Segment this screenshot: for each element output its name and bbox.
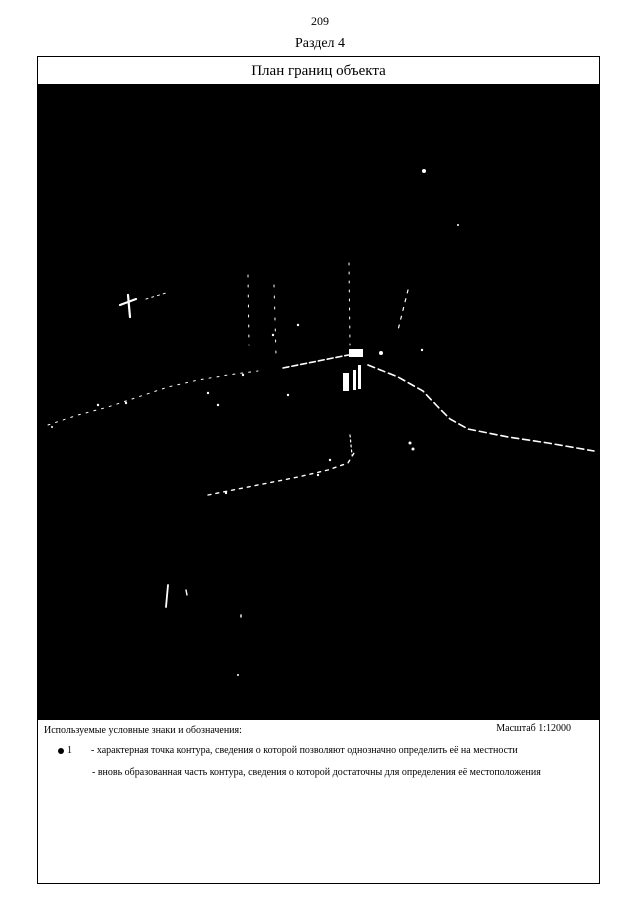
plan-map	[38, 85, 599, 720]
plan-frame	[37, 56, 600, 884]
map-image	[38, 85, 599, 720]
point-symbol-label: 1	[67, 745, 72, 756]
section-title: Раздел 4	[294, 36, 346, 51]
legend-item-new-contour-part	[58, 767, 572, 779]
map-scale: Масштаб 1:12000	[496, 723, 571, 734]
legend-item-characteristic-point	[58, 745, 518, 756]
legend-title: Используемые условные знаки и обозначения:	[44, 725, 242, 736]
legend-item-description: - характерная точка контура, сведения о которой позволяют однозначно определить её на местности	[91, 745, 518, 756]
point-symbol-icon	[58, 748, 64, 754]
plan-title: План границ объекта	[38, 57, 599, 85]
legend-item-description: - вновь образованная часть контура, сведения о которой достаточны для определения её местоположения	[92, 767, 541, 778]
page-number: 209	[311, 14, 329, 28]
